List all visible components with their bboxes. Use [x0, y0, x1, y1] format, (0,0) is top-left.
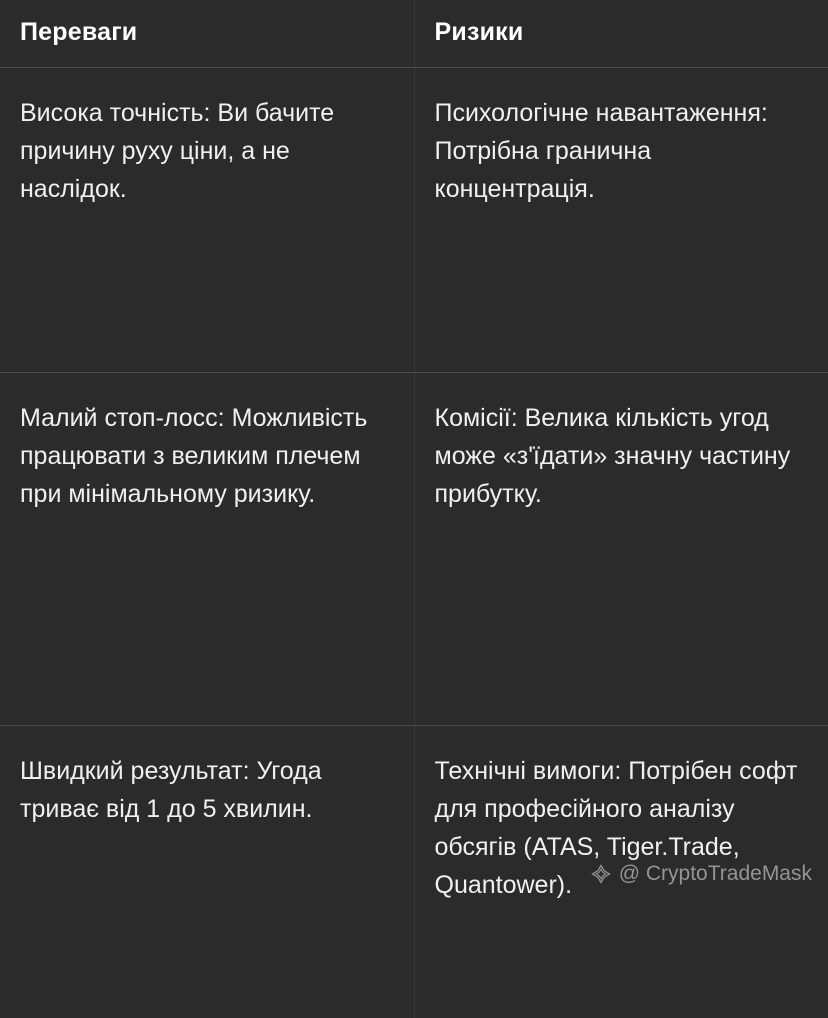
cell-risk-1: Психологічне навантаження: Потрібна гранична концентрація.: [414, 68, 828, 373]
watermark-text: @ CryptoTradeMask: [619, 862, 812, 886]
column-header-risks: Ризики: [414, 0, 828, 68]
table-header-row: [0, 0, 828, 68]
cell-advantage-2: Малий стоп-лосс: Можливість працювати з великим плечем при мінімальному ризику.: [0, 373, 414, 726]
cell-risk-3: Технічні вимоги: Потрібен софт для професійного аналізу обсягів (ATAS, Tiger.Trade, Quantower).: [414, 726, 828, 1018]
table-header: [0, 0, 828, 68]
table-row: [0, 373, 828, 726]
cell-advantage-1: Висока точність: Ви бачите причину руху ціни, а не наслідок.: [0, 68, 414, 373]
column-header-advantages: Переваги: [0, 0, 414, 68]
cell-advantage-3: Швидкий результат: Угода триває від 1 до 5 хвилин.: [0, 726, 414, 1018]
table-row: [0, 68, 828, 373]
sparkle-icon: [591, 864, 611, 884]
watermark: [591, 862, 812, 886]
cell-risk-2: Комісії: Велика кількість угод може «з'їдати» значну частину прибутку.: [414, 373, 828, 726]
